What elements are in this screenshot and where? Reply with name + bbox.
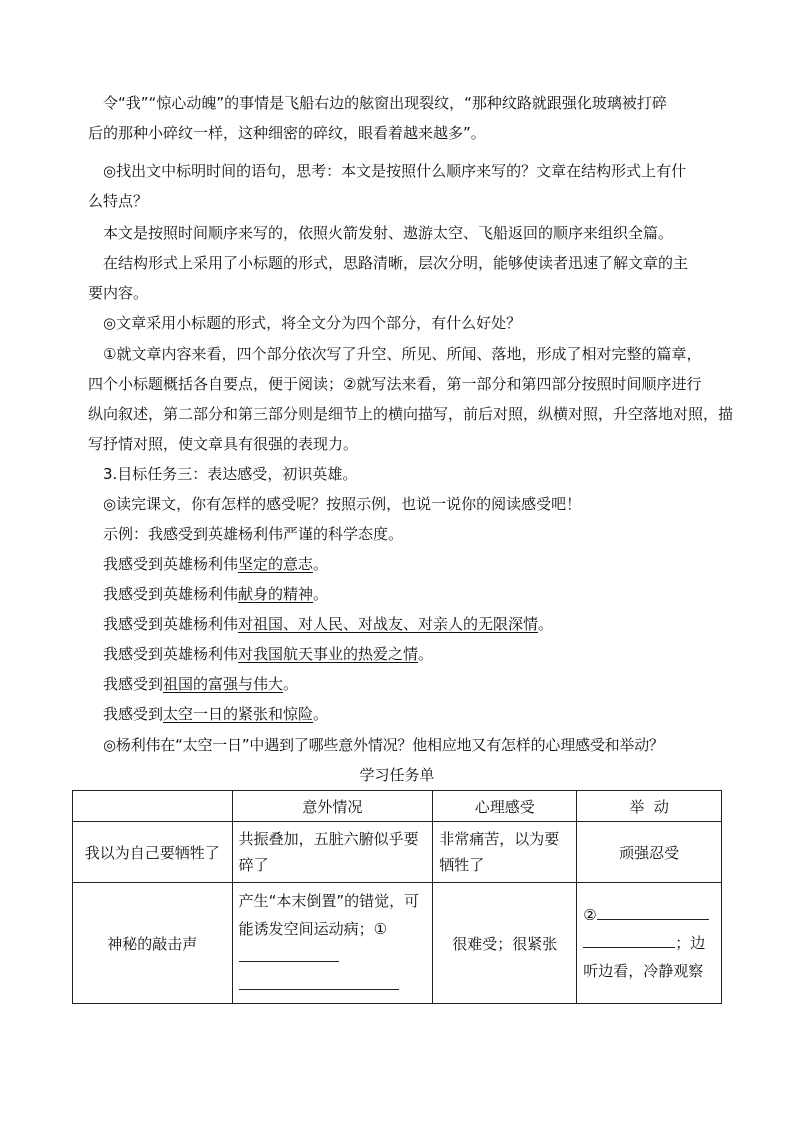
row2-label: 神秘的敲击声 xyxy=(73,883,233,1004)
feeling-line-1 xyxy=(88,549,722,579)
row2-situation-text: 产生“本末倒置”的错觉，可能诱发空间运动病；① xyxy=(238,892,420,938)
answer-blank-1[interactable] xyxy=(239,945,339,962)
table-header-row xyxy=(73,791,722,822)
answer-blank-2[interactable] xyxy=(597,903,709,920)
feeling-line-3 xyxy=(88,609,722,639)
answer-blank-2-continued[interactable] xyxy=(583,931,675,948)
feeling-line-4 xyxy=(88,639,722,669)
feeling-suffix: 。 xyxy=(538,615,554,633)
header-cell-feeling: 心理感受 xyxy=(433,791,577,822)
feeling-prefix: 我感受到英雄杨利伟 xyxy=(103,585,239,603)
feeling-prefix: 我感受到英雄杨利伟 xyxy=(103,615,239,633)
question-4-line: ◎杨利伟在“太空一日”中遇到了哪些意外情况？他相应地又有怎样的心理感受和举动？ xyxy=(103,736,664,754)
feeling-line-6 xyxy=(88,699,722,729)
answer-blank-1-continued[interactable] xyxy=(239,973,399,990)
task-3-heading: 3.目标任务三：表达感受，初识英雄。 xyxy=(103,465,358,483)
answer-3-line-3: 纵向叙述，第二部分和第三部分则是细节上的横向描写，前后对照，纵横对照，升空落地对照，描 xyxy=(88,405,734,423)
feeling-prefix: 我感受到英雄杨利伟 xyxy=(103,555,239,573)
header-cell-action: 举 动 xyxy=(577,791,722,822)
paragraph-1-line-1: 令“我”“惊心动魄”的事情是飞船右边的舷窗出现裂纹，“那种纹路就跟强化玻璃被打碎 xyxy=(103,94,667,112)
feeling-answer: 对我国航天事业的热爱之情 xyxy=(238,645,419,663)
feeling-line-2 xyxy=(88,579,722,609)
answer-1-line: 本文是按照时间顺序来写的，依照火箭发射、遨游太空、飞船返回的顺序来组织全篇。 xyxy=(103,224,674,242)
feeling-suffix: 。 xyxy=(313,585,329,603)
feeling-answer: 太空一日的紧张和惊险 xyxy=(163,705,314,723)
question-2-line: ◎文章采用小标题的形式，将全文分为四个部分，有什么好处？ xyxy=(103,314,522,332)
row2-action-marker: ② xyxy=(583,906,597,924)
feeling-line-5 xyxy=(88,669,722,699)
header-cell-situation: 意外情况 xyxy=(232,791,433,822)
header-cell-empty xyxy=(73,791,233,822)
row2-action-tail: ；边听边看，冷静观察 xyxy=(583,934,706,980)
row1-feeling: 非常痛苦，以为要牺牲了 xyxy=(433,822,577,883)
table-title: 学习任务单 xyxy=(359,766,435,784)
feeling-answer: 献身的精神 xyxy=(238,585,314,603)
row2-feeling: 很难受；很紧张 xyxy=(433,883,577,1004)
feeling-prefix: 我感受到 xyxy=(103,675,164,693)
row1-action: 顽强忍受 xyxy=(577,822,722,883)
row1-situation: 共振叠加，五脏六腑似乎要碎了 xyxy=(232,822,433,883)
row1-label: 我以为自己要牺牲了 xyxy=(73,822,233,883)
answer-2-line-2: 要内容。 xyxy=(88,284,149,302)
table-row xyxy=(73,883,722,1004)
question-1-line-1: ◎找出文中标明时间的语句，思考：本文是按照什么顺序来写的？文章在结构形式上有什 xyxy=(103,162,687,180)
question-1-line-2: 么特点？ xyxy=(88,192,149,210)
feeling-suffix: 。 xyxy=(283,675,299,693)
feeling-suffix: 。 xyxy=(313,705,329,723)
feeling-suffix: 。 xyxy=(313,555,329,573)
answer-3-line-4: 写抒情对照，使文章具有很强的表现力。 xyxy=(88,435,359,453)
feeling-answer: 对祖国、对人民、对战友、对亲人的无限深情 xyxy=(238,615,539,633)
row2-action-cell xyxy=(577,883,722,1004)
question-3-line: ◎读完课文，你有怎样的感受呢？按照示例，也说一说你的阅读感受吧！ xyxy=(103,495,582,513)
paragraph-1-line-2: 后的那种小碎纹一样，这种细密的碎纹，眼看着越来越多”。 xyxy=(88,124,486,142)
answer-2-line-1: 在结构形式上采用了小标题的形式，思路清晰，层次分明，能够使读者迅速了解文章的主 xyxy=(103,254,689,272)
example-line: 示例：我感受到英雄杨利伟严谨的科学态度。 xyxy=(103,525,404,543)
table-row xyxy=(73,822,722,883)
feeling-answer: 坚定的意志 xyxy=(238,555,314,573)
row2-situation-cell xyxy=(232,883,433,1004)
feeling-prefix: 我感受到 xyxy=(103,705,164,723)
answer-3-line-2: 四个小标题概括各自要点，便于阅读；②就写法来看，第一部分和第四部分按照时间顺序进行 xyxy=(88,375,702,393)
feeling-answer: 祖国的富强与伟大 xyxy=(163,675,284,693)
answer-3-line-1: ①就文章内容来看，四个部分依次写了升空、所见、所闻、落地，形成了相对完整的篇章， xyxy=(103,345,702,363)
feeling-prefix: 我感受到英雄杨利伟 xyxy=(103,645,239,663)
feeling-suffix: 。 xyxy=(418,645,434,663)
task-table xyxy=(72,790,722,1004)
